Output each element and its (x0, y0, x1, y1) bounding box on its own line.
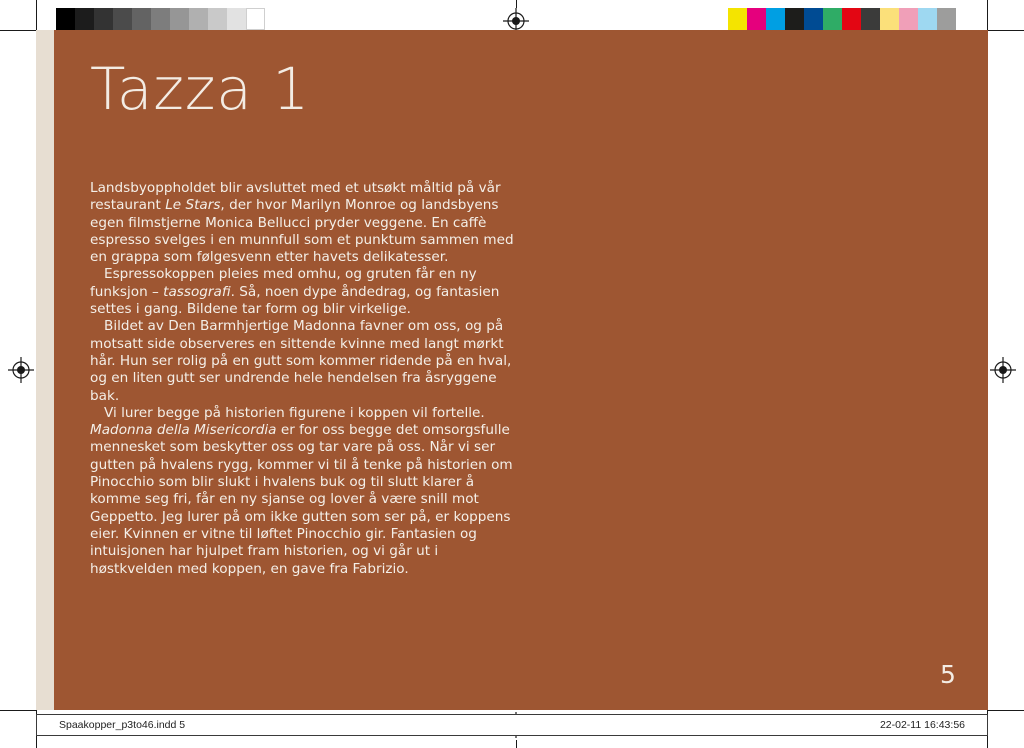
crop-line-top-left (0, 30, 36, 31)
slug-filename: Spaakopper_p3to46.indd 5 (59, 719, 186, 731)
crop-line-center-gutter-top (516, 0, 517, 8)
page-title: Tazza 1 (90, 55, 311, 123)
crop-line-left-top (36, 0, 37, 30)
crop-line-center-gutter-bottom (516, 740, 517, 748)
body-text (90, 180, 520, 578)
grayscale-color-bar (56, 8, 265, 30)
crop-line-right-top (987, 0, 988, 30)
italic-run: tassografi (163, 283, 231, 300)
body-paragraph (90, 405, 520, 578)
page-gutter-strip (36, 30, 54, 710)
text-run: Vi lurer begge på historien figurene i koppen vil fortelle. (104, 404, 485, 421)
slug-line (36, 714, 988, 736)
page-number: 5 (940, 660, 956, 689)
text-run: Espressokoppen pleies med omhu, og gruten får en ny funksjon – (90, 266, 477, 300)
crop-line-bottom-left (0, 710, 36, 711)
body-paragraph (90, 180, 520, 266)
text-run: Bildet av Den Barmhjertige Madonna favner om oss, og på motsatt side observeres en sittende kvinne med langt mørkt hår. Hun ser rolig på en gutt som kommer ridende på en hval, og en liten gutt ser undrende hele hendelsen fra åsryggene bak. (90, 318, 512, 404)
body-paragraph (90, 318, 520, 404)
italic-run: Madonna della Misericordia (90, 422, 277, 439)
italic-run: Le Stars (165, 197, 221, 214)
text-run: Landsbyoppholdet blir avsluttet med et utsøkt måltid på vår restaurant (90, 180, 501, 214)
registration-target-icon-left (8, 357, 34, 383)
text-run: , der hvor Marilyn Monroe og landsbyens egen filmstjerne Monica Bellucci pryder veggene. En caffè espresso svelges i en munnfull som et punktum sammen med en grappa som følgesvenn etter havets delikatesser. (90, 197, 514, 266)
crop-line-top-right (988, 30, 1024, 31)
text-run: . Så, noen dype åndedrag, og fantasien settes i gang. Bildene tar form og blir virkelige. (90, 283, 500, 318)
page-content (90, 55, 520, 578)
text-run: er for oss begge det omsorgsfulle mennesket som beskytter oss og tar vare på oss. Når vi ser gutten på hvalens rygg, kommer vi til å tenke på historien om Pinocchio som blir slukt i hvalens buk og til slutt klarer å komme seg fri, får en ny sjanse og lover å være snill mot Geppetto. Jeg lurer på om ikke gutten som ser på, er koppens eier. Kvinnen er vitne til løftet Pinocchio gir. Fantasien og intuisjonen har hjulpet fram historien, og vi går ut i høstkvelden med koppen, en gave fra Fabrizio. (90, 422, 513, 577)
process-color-bar (728, 8, 956, 30)
registration-target-icon-right (990, 357, 1016, 383)
body-paragraph (90, 266, 520, 318)
crop-line-bottom-right (988, 710, 1024, 711)
slug-timestamp: 22-02-11 16:43:56 (879, 719, 965, 731)
